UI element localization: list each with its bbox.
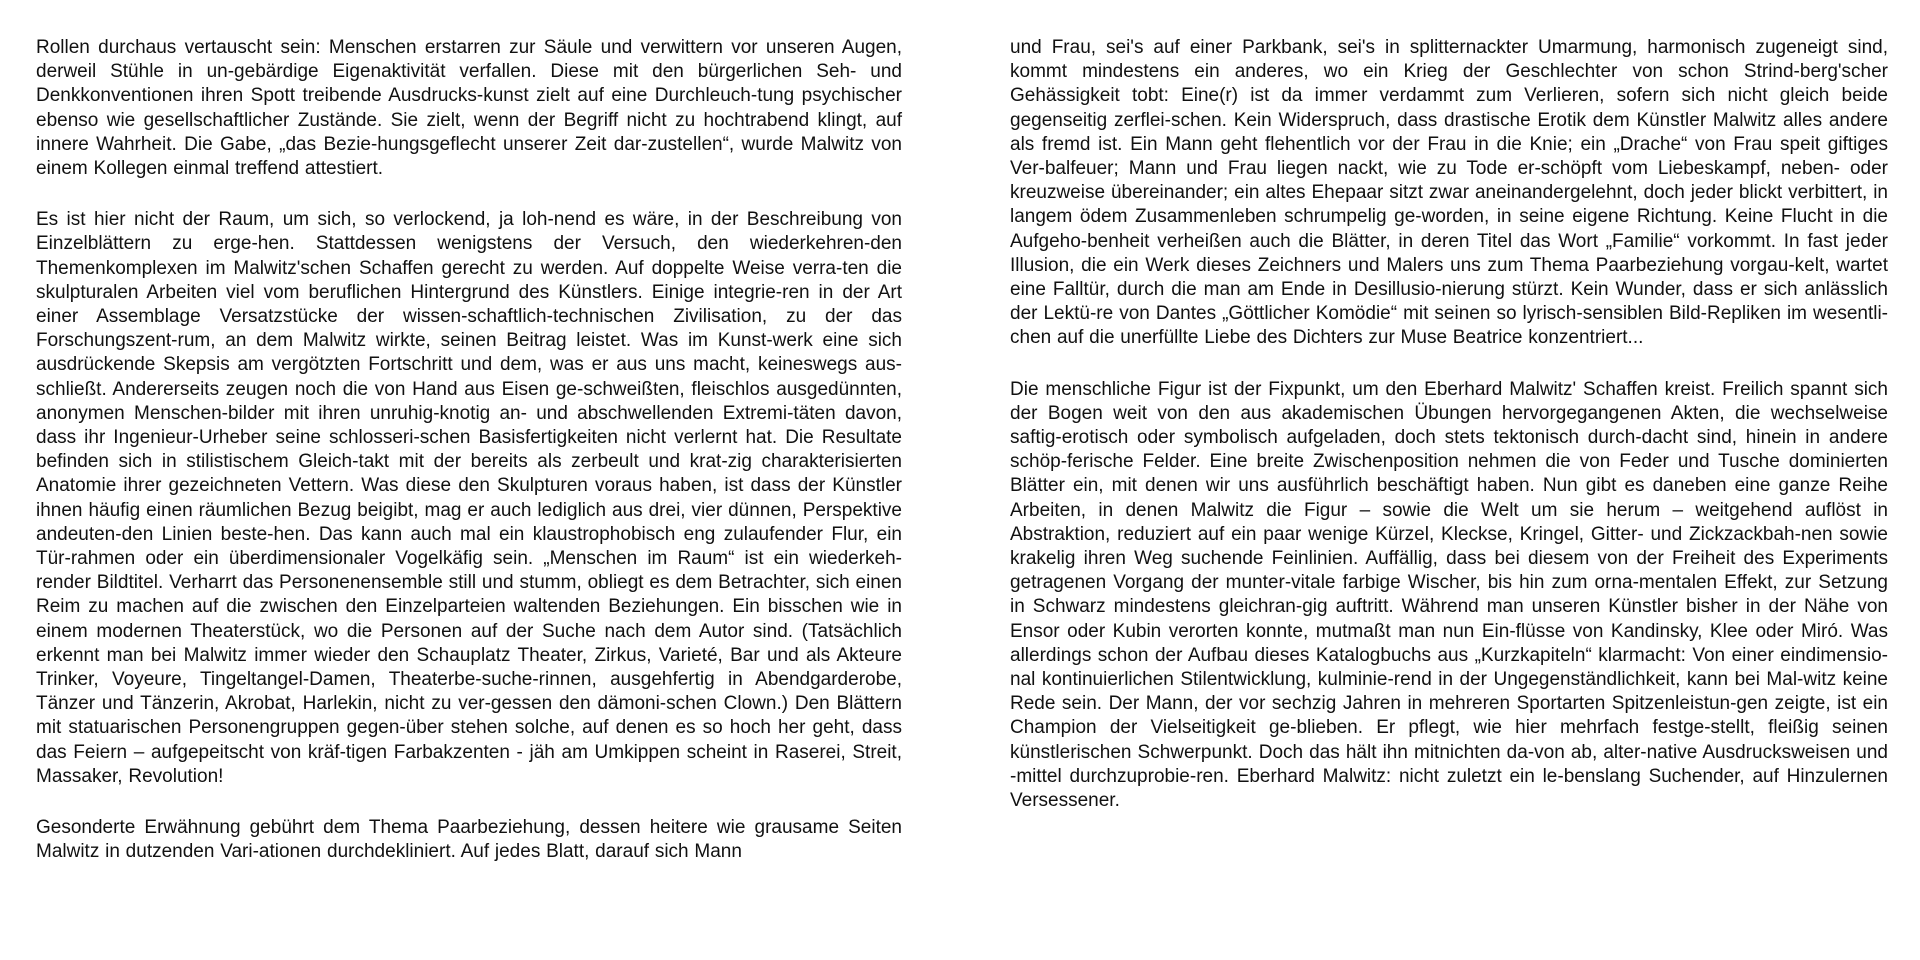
text-column-right: [1010, 36, 1888, 960]
text-column-left: [36, 36, 902, 960]
paragraph-left-3: Gesonderte Erwähnung gebührt dem Thema Paarbeziehung, dessen heitere wie grausame Seiten Malwitz in dutzenden Vari-ationen durchdekliniert. Auf jedes Blatt, darauf sich Mann: [36, 817, 902, 863]
paragraph-left-1: Rollen durchaus vertauscht sein: Menschen erstarren zur Säule und verwittern vor unseren Augen, derweil Stühle in un-gebärdige Eigenaktivität verfallen. Diese mit den bürgerlichen Seh- und Denkkonventionen ihren Spott treibende Ausdrucks-kunst zielt auf eine Durchleuch-tung psychischer ebenso wie gesellschaftlicher Zustände. Sie zielt, wenn der Begriff nicht zu hochtrabend klingt, auf innere Wahrheit. Die Gabe, „das Bezie-hungsgeflecht unserer Zeit dar-zustellen“, wurde Malwitz von einem Kollegen einmal treffend attestiert.: [36, 37, 902, 180]
paragraph-right-1: und Frau, sei's auf einer Parkbank, sei's in splitternackter Umarmung, harmonisch zugeneigt sind, kommt mindestens ein anderes, wo ein Krieg der Geschlechter von schon Strind-berg'scher Gehässigkeit tobt: Eine(r) ist da immer verdammt zum Verlieren, sofern sich nicht gleich beide gegenseitig zerflei-schen. Kein Widerspruch, dass drastische Erotik dem Künstler Malwitz alles andere als fremd ist. Ein Mann geht flehentlich vor der Frau in die Knie; ein „Drache“ von Frau speit giftiges Ver-balfeuer; Mann und Frau liegen nackt, wie zu Tode er-schöpft vom Liebeskampf, neben- oder kreuzweise übereinander; ein altes Ehepaar sitzt zwar aneinandergelehnt, doch jeder blickt verbittert, in langem ödem Zusammenleben schrumpelig ge-worden, in seine eigene Richtung. Keine Flucht in die Aufgeho-benheit verheißen auch die Blätter, in deren Titel das Wort „Familie“ vorkommt. In fast jeder Illusion, die ein Werk dieses Zeichners und Malers uns zum Thema Paarbeziehung vorgau-kelt, wartet eine Falltür, durch die man am Ende in Desillusio-nierung stürzt. Kein Wunder, dass er sich anlässlich der Lektü-re von Dantes „Göttlicher Komödie“ mit seinen so lyrisch-sensiblen Bild-Repliken im wesentli-chen auf die unerfüllte Liebe des Dichters zur Muse Beatrice konzentriert...: [1010, 37, 1888, 349]
paragraph-left-2: Es ist hier nicht der Raum, um sich, so verlockend, ja loh-nend es wäre, in der Beschreibung von Einzelblättern zu erge-hen. Stattdessen wenigstens der Versuch, den wiederkehren-den Themenkomplexen im Malwitz'schen Schaffen gerecht zu werden. Auf doppelte Weise verra-ten die skulpturalen Arbeiten viel vom beruflichen Hintergrund des Künstlers. Einige integrie-ren in der Art einer Assemblage Versatzstücke der wissen-schaftlich-technischen Zivilisation, zu der das Forschungszent-rum, an dem Malwitz wirkte, seinen Beitrag leistet. Was im Kunst-werk eine sich ausdrückende Skepsis am vergötzten Fortschritt und dem, was er aus uns macht, keineswegs aus-schließt. Andererseits zeugen noch die von Hand aus Eisen ge-schweißten, fleischlos ausgedünnten, anonymen Menschen-bilder mit ihren unruhig-knotig an- und abschwellenden Extremi-täten davon, dass ihr Ingenieur-Urheber seine schlosseri-schen Basisfertigkeiten nicht verlernt hat. Die Resultate befinden sich in stilistischem Gleich-takt mit der bereits als zerbeult und krat-zig charakterisierten Anatomie ihrer gezeichneten Vettern. Was diese den Skulpturen voraus haben, ist dass der Künstler ihnen häufig einen räumlichen Bezug beigibt, mag er auch lediglich aus drei, vier dünnen, Perspektive andeuten-den Linien beste-hen. Das kann auch mal ein klaustrophobisch eng zulaufender Flur, ein Tür-rahmen oder ein überdimensionaler Vogelkäfig sein. „Menschen im Raum“ ist ein wiederkeh-render Bildtitel. Verharrt das Personenensemble still und stumm, obliegt es dem Betrachter, sich einen Reim zu machen auf die zwischen den Einzelparteien waltenden Beziehungen. Ein bisschen wie in einem modernen Theaterstück, wo die Personen auf der Suche nach dem Autor sind. (Tatsächlich erkennt man bei Malwitz immer wieder den Schauplatz Theater, Zirkus, Varieté, Bar und als Akteure Trinker, Voyeure, Tingeltangel-Damen, Theaterbe-suche-rinnen, ausgehfertig in Abendgarderobe, Tänzer und Tänzerin, Akrobat, Harlekin, nicht zu ver-gessen den dämoni-schen Clown.) Den Blättern mit statuarischen Personengruppen gegen-über stehen solche, auf denen es so hoch her geht, dass das Feiern – aufgepeitscht von kräf-tigen Farbakzenten - jäh am Umkippen scheint in Raserei, Streit, Massaker, Revolution!: [36, 209, 902, 787]
paragraph-right-2: Die menschliche Figur ist der Fixpunkt, um den Eberhard Malwitz' Schaffen kreist. Freilich spannt sich der Bogen weit von den aus akademischen Übungen hervorgegangenen Akten, die wechselweise saftig-erotisch oder symbolisch aufgeladen, doch stets tektonisch durch-dacht sind, hinein in andere schöp-ferische Felder. Eine breite Zwischenposition nehmen die von Feder und Tusche dominierten Blätter ein, mit denen wir uns ausführlich beschäftigt haben. Nun gibt es daneben eine ganze Reihe Arbeiten, in denen Malwitz die Figur – sowie die Welt um sie herum – weitgehend auflöst in Abstraktion, reduziert auf ein paar wenige Kürzel, Kleckse, Kringel, Gitter- und Zickzackbah-nen sowie krakelig ihren Weg suchende Feinlinien. Auffällig, dass bei diesem von der Freiheit des Experiments getragenen Vorgang der munter-vitale farbige Wischer, bis hin zum orna-mentalen Effekt, zur Setzung in Schwarz mindestens gleichran-gig auftritt. Während man unseren Künstler bisher in der Nähe von Ensor oder Kubin verorten konnte, mutmaßt man nun Ein-flüsse von Kandinsky, Klee oder Miró. Was allerdings schon der Aufbau dieses Katalogbuchs aus „Kurzkapiteln“ klarmacht: Von einer eindimensio-nal kontinuierlichen Stilentwicklung, kulminie-rend in der Ungegenständlichkeit, kann bei Mal-witz keine Rede sein. Der Mann, der vor sechzig Jahren in mehreren Sportarten Spitzenleistun-gen zeigte, ist ein Champion der Vielseitigkeit ge-blieben. Er pflegt, wie hier mehrfach festge-stellt, fleißig seinen künstlerischen Schwerpunkt. Doch das hält ihn mitnichten da-von ab, alter-native Ausdrucksweisen und -mittel durchzuprobie-ren. Eberhard Malwitz: nicht zuletzt ein le-benslang Suchender, auf Hinzulernen Versessener.: [1010, 378, 1888, 812]
